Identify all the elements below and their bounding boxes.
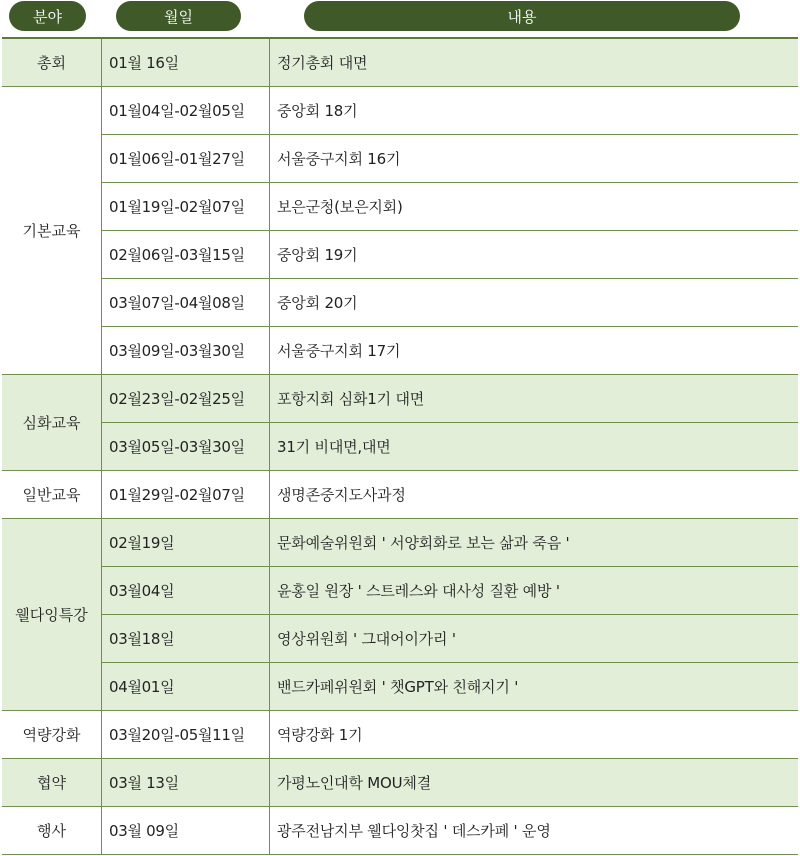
header-date: 월일 bbox=[116, 1, 241, 31]
schedule-body bbox=[2, 39, 798, 855]
content-cell: 윤홍일 원장 ' 스트레스와 대사성 질환 예방 ' bbox=[270, 567, 799, 615]
date-cell: 03월09일-03월30일 bbox=[102, 327, 270, 375]
content-cell: 서울중구지회 17기 bbox=[270, 327, 799, 375]
date-cell: 02월06일-03월15일 bbox=[102, 231, 270, 279]
date-cell: 01월06일-01월27일 bbox=[102, 135, 270, 183]
date-cell: 03월04일 bbox=[102, 567, 270, 615]
date-cell: 03월 13일 bbox=[102, 759, 270, 807]
table-row bbox=[2, 39, 798, 87]
table-row bbox=[2, 183, 798, 231]
date-cell: 02월19일 bbox=[102, 519, 270, 567]
category-cell: 행사 bbox=[2, 807, 102, 855]
category-cell: 웰다잉특강 bbox=[2, 519, 102, 711]
date-cell: 02월23일-02월25일 bbox=[102, 375, 270, 423]
table-row bbox=[2, 711, 798, 759]
date-cell: 03월18일 bbox=[102, 615, 270, 663]
content-cell: 영상위원회 ' 그대어이가리 ' bbox=[270, 615, 799, 663]
table-row bbox=[2, 279, 798, 327]
content-cell: 중앙회 19기 bbox=[270, 231, 799, 279]
date-cell: 03월07일-04월08일 bbox=[102, 279, 270, 327]
content-cell: 중앙회 18기 bbox=[270, 87, 799, 135]
date-cell: 01월 16일 bbox=[102, 39, 270, 87]
content-cell: 포항지회 심화1기 대면 bbox=[270, 375, 799, 423]
content-cell: 보은군청(보은지회) bbox=[270, 183, 799, 231]
table-row bbox=[2, 87, 798, 135]
content-cell: 중앙회 20기 bbox=[270, 279, 799, 327]
table-row bbox=[2, 231, 798, 279]
content-cell: 생명존중지도사과정 bbox=[270, 471, 799, 519]
category-cell: 기본교육 bbox=[2, 87, 102, 375]
table-row bbox=[2, 759, 798, 807]
table-row bbox=[2, 471, 798, 519]
content-cell: 정기총회 대면 bbox=[270, 39, 799, 87]
category-cell: 심화교육 bbox=[2, 375, 102, 471]
date-cell: 03월 09일 bbox=[102, 807, 270, 855]
table-row bbox=[2, 327, 798, 375]
content-cell: 역량강화 1기 bbox=[270, 711, 799, 759]
table-row bbox=[2, 807, 798, 855]
content-cell: 가평노인대학 MOU체결 bbox=[270, 759, 799, 807]
table-row bbox=[2, 423, 798, 471]
category-cell: 총회 bbox=[2, 39, 102, 87]
table-row bbox=[2, 519, 798, 567]
content-cell: 문화예술위원회 ' 서양회화로 보는 삶과 죽음 ' bbox=[270, 519, 799, 567]
content-cell: 밴드카페위원회 ' 챗GPT와 친해지기 ' bbox=[270, 663, 799, 711]
table-row bbox=[2, 615, 798, 663]
content-cell: 서울중구지회 16기 bbox=[270, 135, 799, 183]
content-cell: 광주전남지부 웰다잉찻집 ' 데스카페 ' 운영 bbox=[270, 807, 799, 855]
date-cell: 03월20일-05월11일 bbox=[102, 711, 270, 759]
header-category: 분야 bbox=[9, 1, 86, 31]
category-cell: 역량강화 bbox=[2, 711, 102, 759]
content-cell: 31기 비대면,대면 bbox=[270, 423, 799, 471]
category-cell: 일반교육 bbox=[2, 471, 102, 519]
date-cell: 01월04일-02월05일 bbox=[102, 87, 270, 135]
table-row bbox=[2, 375, 798, 423]
table-row bbox=[2, 567, 798, 615]
category-cell: 협약 bbox=[2, 759, 102, 807]
table-row bbox=[2, 663, 798, 711]
date-cell: 01월19일-02월07일 bbox=[102, 183, 270, 231]
table-row bbox=[2, 135, 798, 183]
header-content: 내용 bbox=[304, 1, 740, 31]
schedule-table bbox=[2, 39, 798, 855]
date-cell: 03월05일-03월30일 bbox=[102, 423, 270, 471]
date-cell: 01월29일-02월07일 bbox=[102, 471, 270, 519]
date-cell: 04월01일 bbox=[102, 663, 270, 711]
